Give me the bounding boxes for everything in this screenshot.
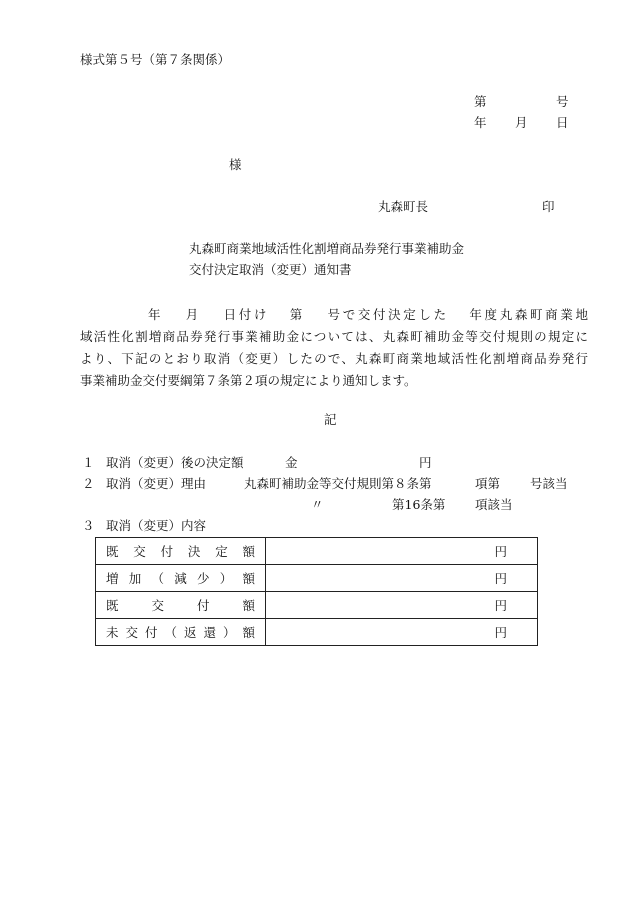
seal-mark: 印 xyxy=(542,199,555,214)
row-label: 既交付額 xyxy=(96,592,266,619)
form-number: 様式第５号（第７条関係） xyxy=(80,52,231,67)
row-label: 未交付（返還）額 xyxy=(96,619,266,646)
doc-number-suffix: 号 xyxy=(556,94,569,109)
row-label: 増加（減少）額 xyxy=(96,565,266,592)
issuer: 丸森町長 xyxy=(378,199,429,214)
date-day: 日 xyxy=(556,115,569,130)
item-1-yen: 円 xyxy=(419,455,432,470)
item-2-go: 号該当 xyxy=(530,476,568,491)
amount-table xyxy=(95,537,538,646)
addressee-suffix: 様 xyxy=(229,157,242,172)
date-month: 月 xyxy=(515,115,528,130)
item-3-label: 取消（変更）内容 xyxy=(106,518,207,533)
item-2-number: ２ xyxy=(82,476,95,491)
item-2-kou-2: 項該当 xyxy=(475,497,513,512)
item-2-ditto: 〃 xyxy=(311,497,324,512)
item-3-number: ３ xyxy=(82,518,95,533)
row-amount-unit: 円 xyxy=(266,538,538,565)
item-1-number: １ xyxy=(82,455,95,470)
item-2-kou: 項第 xyxy=(475,476,501,491)
table-row xyxy=(96,592,538,619)
body-line-3: より、下記のとおり取消（変更）したので、丸森町商業地域活性化割増商品券発行 xyxy=(80,351,588,366)
row-amount-unit: 円 xyxy=(266,592,538,619)
body-line-4: 事業補助金交付要綱第７条第２項の規定により通知します。 xyxy=(80,373,417,388)
item-2-rule-2: 第16条第 xyxy=(392,497,446,512)
table-row xyxy=(96,565,538,592)
item-1-label: 取消（変更）後の決定額 xyxy=(106,455,244,470)
table-row xyxy=(96,538,538,565)
row-amount-unit: 円 xyxy=(266,565,538,592)
row-label: 既交付決定額 xyxy=(96,538,266,565)
item-1-kin: 金 xyxy=(285,455,298,470)
ki-heading: 記 xyxy=(324,412,337,427)
body-paragraph xyxy=(80,304,588,392)
title-line-2: 交付決定取消（変更）通知書 xyxy=(189,262,352,277)
item-2-rule: 丸森町補助金等交付規則第８条第 xyxy=(244,476,432,491)
item-2-label: 取消（変更）理由 xyxy=(106,476,207,491)
doc-number-prefix: 第 xyxy=(474,94,487,109)
row-amount-unit: 円 xyxy=(266,619,538,646)
title-line-1: 丸森町商業地域活性化割増商品券発行事業補助金 xyxy=(189,241,465,256)
table-row xyxy=(96,619,538,646)
date-year: 年 xyxy=(474,115,487,130)
body-line-1: 年 月 日付け 第 号で交付決定した 年度丸森町商業地 xyxy=(148,307,588,322)
body-line-2: 域活性化割増商品券発行事業補助金については、丸森町補助金等交付規則の規定に xyxy=(80,329,588,344)
